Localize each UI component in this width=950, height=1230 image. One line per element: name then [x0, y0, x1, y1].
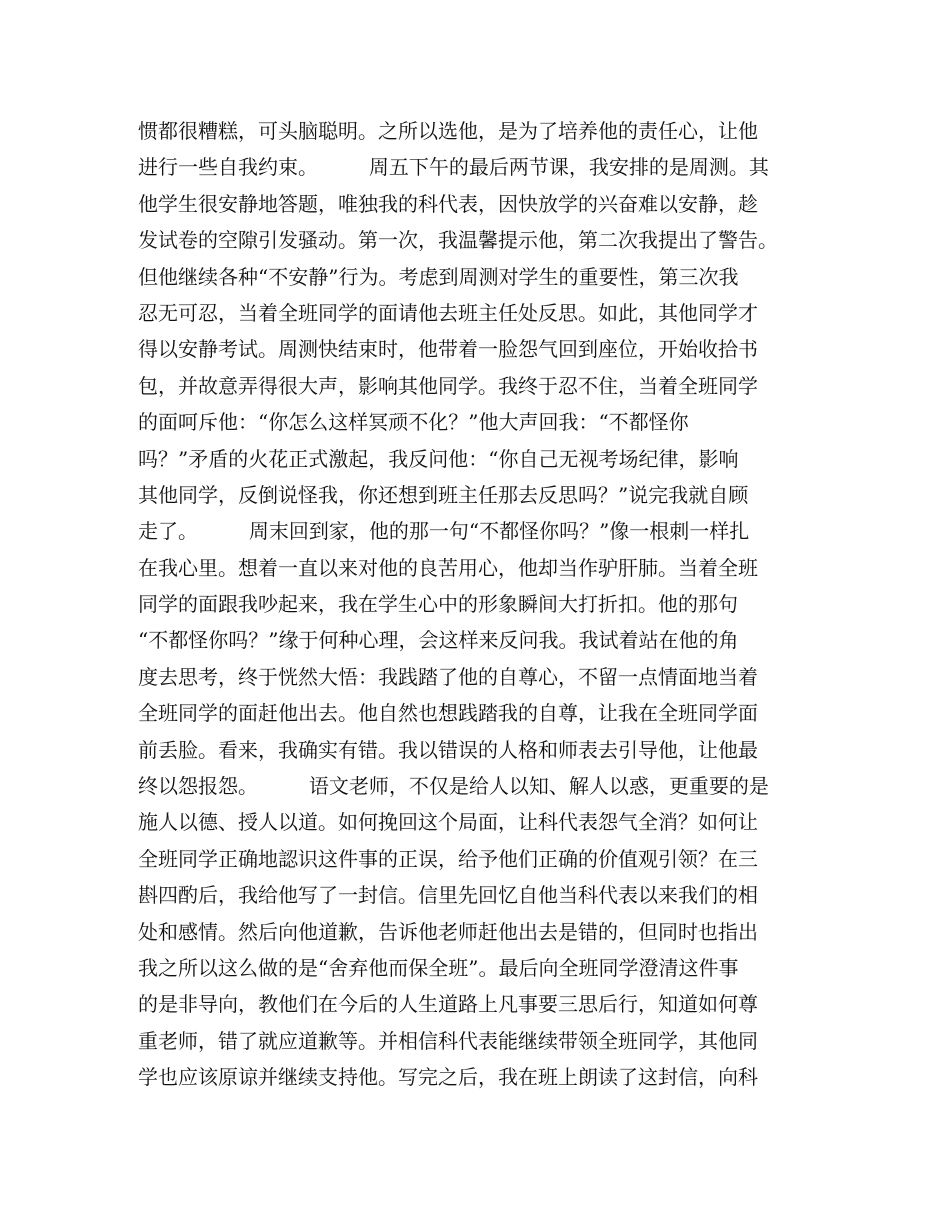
text-line: 走了。 周末回到家，他的那一句“不都怪你吗？”像一根刺一样扎: [138, 519, 750, 544]
text-line: 我之所以这么做的是“舍弃他而保全班”。最后向全班同学澄清这件事: [138, 955, 739, 980]
text-line: 惯都很糟糕，可头脑聪明。之所以选他，是为了培养他的责任心，让他: [138, 119, 758, 143]
text-line: 施人以德、授人以道。如何挽回这个局面，让科代表怨气全消？如何让: [138, 810, 758, 835]
text-line: 进行一些自我约束。 周五下午的最后两节课，我安排的是周测。其: [138, 155, 769, 180]
text-line: 他学生很安静地答题，唯独我的科代表，因快放学的兴奋难以安静，趁: [138, 191, 758, 216]
text-line: 包，并故意弄得很大声，影响其他同学。我终于忍不住，当着全班同学: [138, 373, 758, 398]
text-line: 忍无可忍，当着全班同学的面请他去班主任处反思。如此，其他同学才: [138, 300, 758, 325]
text-line: 吗？”矛盾的火花正式激起，我反问他：“你自己无视考场纪律，影响: [138, 446, 739, 471]
text-line: 得以安静考试。周测快结束时，他带着一脸怨气回到座位，开始收拾书: [138, 337, 758, 362]
text-line: 的是非导向，教他们在今后的人生道路上凡事要三思后行，知道如何尊: [138, 992, 758, 1017]
text-line: 但他继续各种“不安静”行为。考虑到周测对学生的重要性，第三次我: [138, 264, 739, 289]
text-line: 在我心里。想着一直以来对他的良苦用心，他却当作驴肝肺。当着全班: [138, 555, 758, 580]
text-line: 同学的面跟我吵起来，我在学生心中的形象瞬间大打折扣。他的那句: [138, 592, 738, 617]
text-line: 度去思考，终于恍然大悟：我践踏了他的自尊心，不留一点情面地当着: [138, 664, 758, 689]
text-line: 发试卷的空隙引发骚动。第一次，我温馨提示他，第二次我提出了警告。: [138, 228, 778, 253]
text-line: 其他同学，反倒说怪我，你还想到班主任那去反思吗？”说完我就自顾: [138, 482, 749, 507]
text-line: 斟四酌后，我给他写了一封信。信里先回忆自他当科代表以来我们的相: [138, 883, 758, 908]
text-line: 处和感情。然后向他道歉，告诉他老师赶他出去是错的，但同时也指出: [138, 919, 758, 944]
text-line: 全班同学正确地認识这件事的正误，给予他们正确的价值观引领？在三: [138, 846, 758, 871]
text-line: 前丢脸。看来，我确实有错。我以错误的人格和师表去引导他，让他最: [138, 737, 758, 762]
text-line: 全班同学的面赶他出去。他自然也想践踏我的自尊，让我在全班同学面: [138, 701, 758, 726]
text-line: 终以怨报怨。 语文老师，不仅是给人以知、解人以惑，更重要的是: [138, 774, 769, 799]
text-line: 重老师，错了就应道歉等。并相信科代表能继续带领全班同学，其他同: [138, 1028, 758, 1053]
text-line: 学也应该原谅并继续支持他。写完之后，我在班上朗读了这封信，向科: [138, 1065, 758, 1090]
text-line: “不都怪你吗？”缘于何种心理，会这样来反问我。我试着站在他的角: [138, 628, 739, 653]
text-line: 的面呵斥他：“你怎么这样冥顽不化？”他大声回我：“不都怪你: [138, 410, 689, 435]
document-body-text: [138, 113, 828, 1096]
